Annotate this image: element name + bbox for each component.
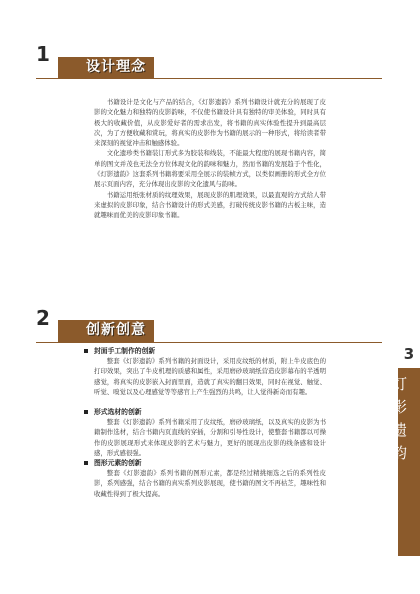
section-1-number: 1 [36,42,50,66]
item-3-heading: 图形元素的创新 [84,458,142,468]
section-2-number: 2 [36,306,50,330]
item-3-text: 整套《灯影遗韵》系列书籍的图形元素，都是经过精挑细选之后的系列性皮影，系列感强，结合书籍的真实系列皮影展现，使书籍的图文不再枯芝，趣味性和收藏性得到了极大提高。 [94,469,326,498]
bullet-icon [84,461,88,465]
section-1-paragraph: 文化遗珍类书籍装订形式多为胶装和线装，不能最大程度的展现书籍内容，简单的图文并茂也无法全方位体现文化的韵味和魅力，然而书籍的发展趋于个性化，《灯影遗韵》这套系列书籍将要采用全展示的装帧方式，以类似画册的形式全方位展示页面内容，充分体现出皮影的文化遗风与韵味。 [94,149,326,189]
item-1-text: 整套《灯影遗韵》系列书籍的封面设计，采用皮纹纸的材质，附上牛皮底色的打印效果，突出了牛皮机理的质感和属性，采用磨砂玻璃纸营造皮影幕布的半透明感觉，将真实的皮影嵌入封面里面，造就了真实的翻目效果，同时在视觉、触觉、听觉、嗅觉以及心理感觉等等感官上产生强烈的共鸣，让人觉得新奇而有趣。 [94,357,326,396]
bullet-icon [84,349,88,353]
side-tab-title: 灯影遗韵 [390,376,408,468]
section-1-body [94,97,326,221]
section-2-underline [36,342,382,343]
section-2-title: 创新创意 [86,322,146,338]
section-1-paragraph: 书籍运用纸张材质的纹理效果，展现皮影的肌理效果，以最直观的方式给人带来虚拟的皮影印象，结合书籍设计的形式美感，打破传统皮影书籍的古板主味，造就趣味而优美的皮影印象书籍。 [94,190,326,220]
item-2-heading: 形式选材的创新 [84,407,142,417]
item-1-heading: 封面手工制作的创新 [84,346,155,356]
section-1-paragraph: 书籍设计是文化与产品的结合，《灯影遗韵》系列书籍设计就充分的展现了皮影的文化魅力和独特的皮影韵味，不仅使书籍设计具有独特的审美体验，同时具有极大的收藏价值，从皮影爱好者的需求出发，将书籍的真实体验性提升到最高层次，为了方便收藏和赏玩，将真实的皮影作为书籍的展示的一种形式，将给读者带来深刻的视觉冲击和触感体验。 [94,98,326,148]
page-number: 3 [398,340,420,368]
bullet-icon [84,410,88,414]
section-1-title: 设计理念 [86,59,146,75]
item-2-text: 整套《灯影遗韵》系列书籍采用了皮纹纸，磨砂玻璃纸，以及真实的皮影为书籍制作选材，结合书籍内页直线的穿插，分割和引导性设计，使整套书籍都以可操作的皮影展现形式来体现皮影的艺术与魅力，更好的展现出皮影的线条感和设计感，形式感很强。 [94,418,326,457]
